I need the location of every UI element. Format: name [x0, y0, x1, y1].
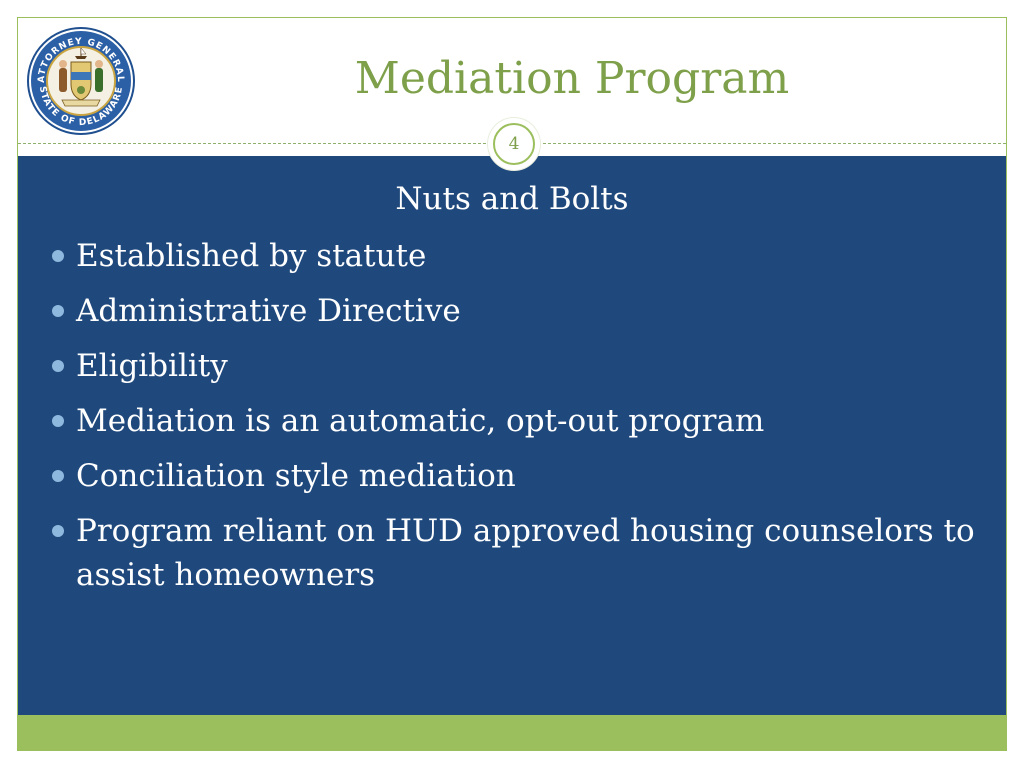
- list-item: [48, 289, 982, 333]
- list-item: [48, 509, 982, 597]
- bullet-text: Eligibility: [76, 348, 228, 384]
- bullet-text: Conciliation style mediation: [76, 458, 516, 494]
- bullet-icon: [52, 250, 64, 262]
- bullet-text: Established by statute: [76, 238, 427, 274]
- bullet-icon: [52, 415, 64, 427]
- list-item: [48, 234, 982, 278]
- bullet-text: Mediation is an automatic, opt-out program: [76, 403, 765, 439]
- state-seal-icon: [26, 26, 136, 136]
- bullet-text: Program reliant on HUD approved housing counselors to assist homeowners: [76, 513, 975, 593]
- seal-bottom-text: STATE OF DELAWARE: [36, 85, 126, 129]
- list-item: [48, 399, 982, 443]
- bullet-icon: [52, 305, 64, 317]
- bullet-icon: [52, 525, 64, 537]
- bullet-icon: [52, 470, 64, 482]
- slide-title: Mediation Program: [354, 53, 790, 104]
- footer-bar: [18, 715, 1006, 750]
- seal-top-text: ATTORNEY GENERAL: [36, 36, 126, 83]
- page-number-badge: [488, 118, 540, 170]
- page-number: 4: [493, 123, 535, 165]
- list-item: [48, 454, 982, 498]
- slide-frame: [17, 17, 1007, 751]
- list-item: [48, 344, 982, 388]
- slide-content: [18, 156, 1006, 715]
- slide-subheading: Nuts and Bolts: [395, 181, 629, 217]
- bullet-text: Administrative Directive: [76, 293, 461, 329]
- bullet-icon: [52, 360, 64, 372]
- bullet-list: [48, 234, 982, 608]
